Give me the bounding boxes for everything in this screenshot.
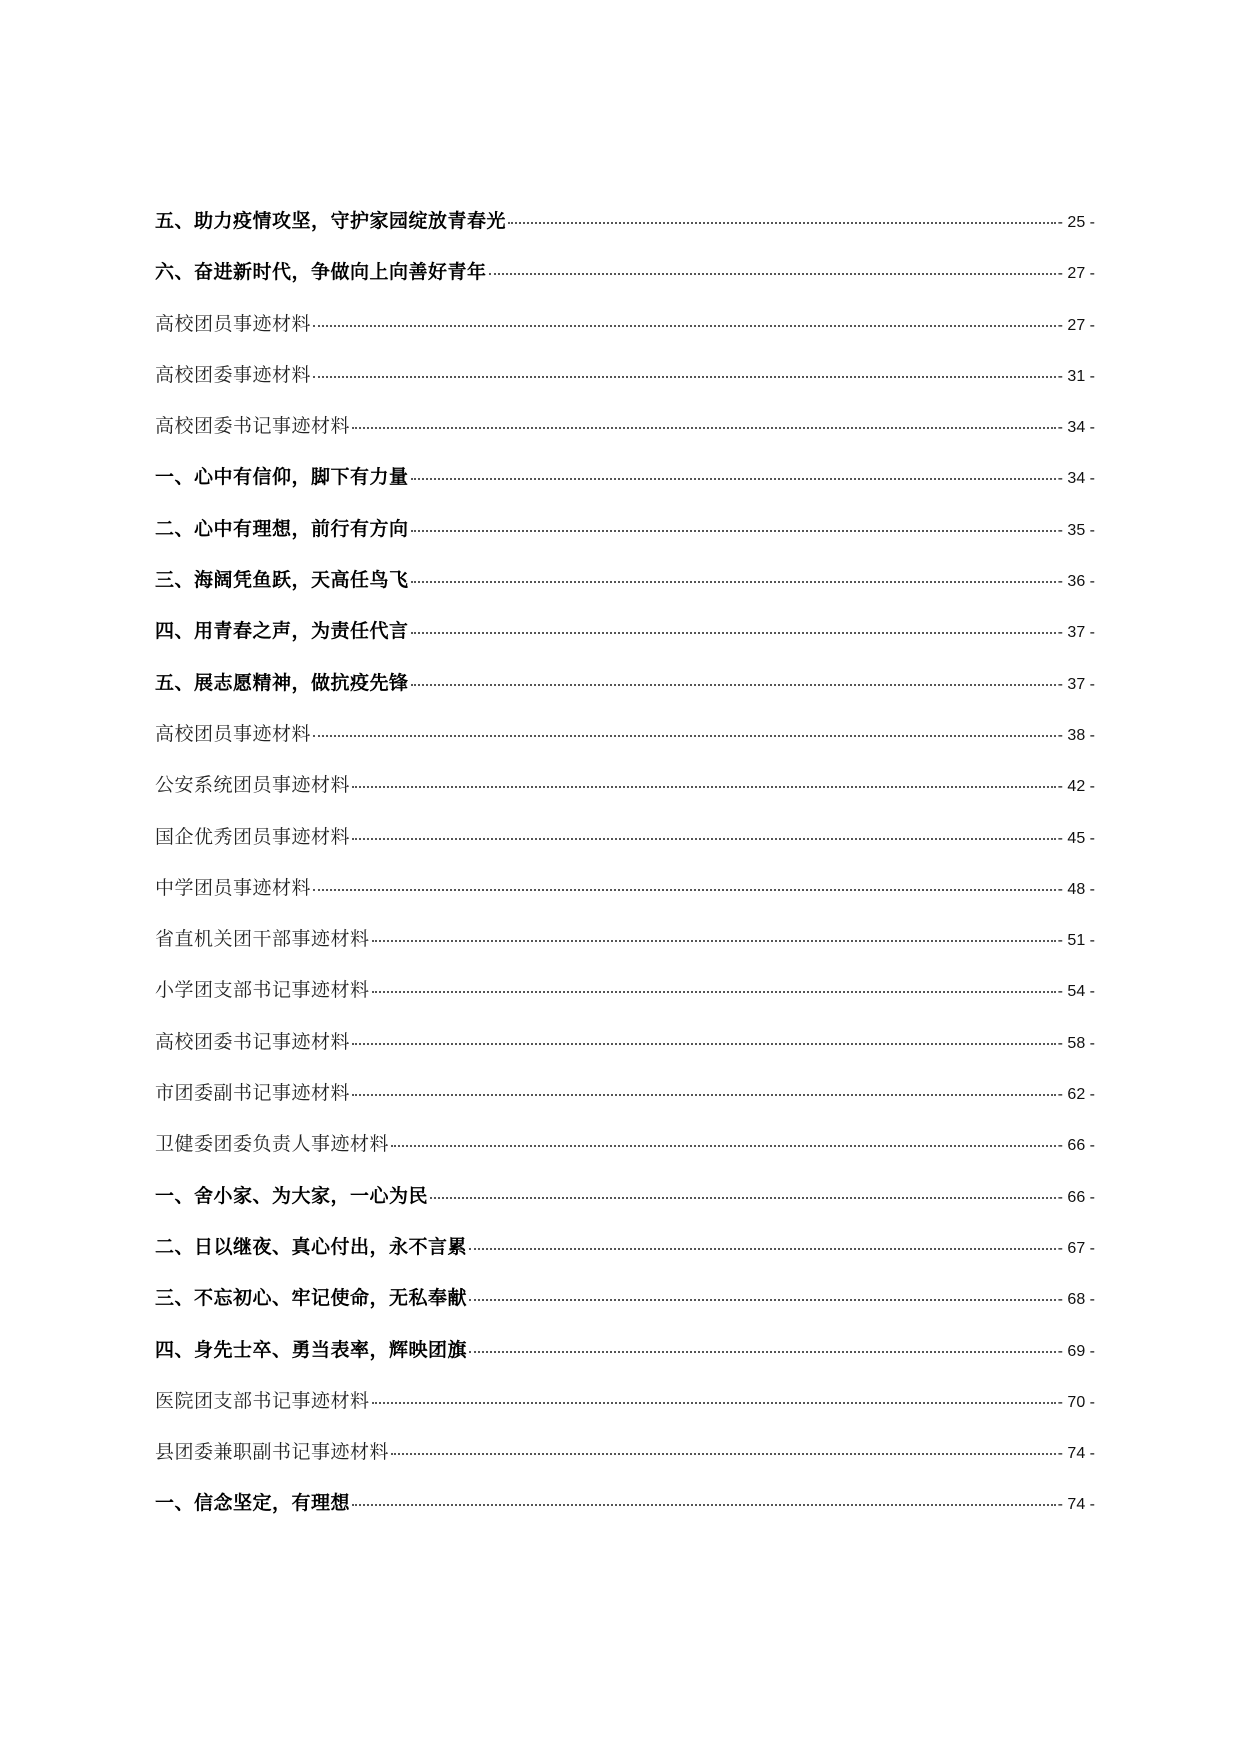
- toc-page-number: - 74 -: [1057, 1496, 1095, 1514]
- toc-page-number: - 74 -: [1057, 1445, 1095, 1463]
- toc-entry-title: 三、不忘初心、牢记使命，无私奉献: [155, 1287, 468, 1310]
- toc-page-number: - 58 -: [1057, 1034, 1095, 1052]
- toc-entry[interactable]: [155, 873, 1095, 924]
- toc-page-number: - 35 -: [1057, 521, 1095, 539]
- toc-entry-title: 一、信念坚定，有理想: [155, 1492, 351, 1515]
- toc-entry[interactable]: [155, 565, 1095, 616]
- toc-entry[interactable]: [155, 1129, 1095, 1180]
- dot-leader: [430, 1195, 1056, 1199]
- toc-entry-title: 一、心中有信仰，脚下有力量: [155, 466, 409, 489]
- toc-page-number: - 68 -: [1057, 1291, 1095, 1309]
- dot-leader: [469, 1246, 1056, 1250]
- toc-entry-title: 四、用青春之声，为责任代言: [155, 620, 409, 643]
- toc-entry-title: 国企优秀团员事迹材料: [155, 825, 351, 848]
- toc-page-number: - 69 -: [1057, 1342, 1095, 1360]
- toc-page-number: - 34 -: [1057, 419, 1095, 437]
- toc-entry-title: 高校团委书记事迹材料: [155, 415, 351, 438]
- toc-page-number: - 34 -: [1057, 470, 1095, 488]
- dot-leader: [313, 374, 1056, 378]
- toc-entry[interactable]: [155, 1232, 1095, 1283]
- toc-entry[interactable]: [155, 822, 1095, 873]
- toc-entry[interactable]: [155, 309, 1095, 360]
- toc-entry[interactable]: [155, 770, 1095, 821]
- toc-entry-title: 高校团员事迹材料: [155, 312, 312, 335]
- dot-leader: [391, 1451, 1056, 1455]
- toc-page-number: - 45 -: [1057, 829, 1095, 847]
- toc-entry[interactable]: [155, 257, 1095, 308]
- dot-leader: [372, 938, 1056, 942]
- toc-entry[interactable]: [155, 719, 1095, 770]
- toc-entry-title: 四、身先士卒、勇当表率，辉映团旗: [155, 1338, 468, 1361]
- toc-entry[interactable]: [155, 206, 1095, 257]
- toc-entry-title: 高校团委事迹材料: [155, 363, 312, 386]
- toc-entry-title: 卫健委团委负责人事迹材料: [155, 1133, 390, 1156]
- toc-entry-title: 市团委副书记事迹材料: [155, 1082, 351, 1105]
- dot-leader: [352, 836, 1056, 840]
- dot-leader: [411, 682, 1056, 686]
- dot-leader: [489, 271, 1056, 275]
- dot-leader: [313, 323, 1056, 327]
- toc-entry[interactable]: [155, 924, 1095, 975]
- dot-leader: [391, 1143, 1056, 1147]
- toc-page-number: - 25 -: [1057, 214, 1095, 231]
- toc-page-number: - 37 -: [1057, 624, 1095, 642]
- toc-entry-title: 县团委兼职副书记事迹材料: [155, 1441, 390, 1464]
- dot-leader: [352, 1092, 1056, 1096]
- dot-leader: [508, 220, 1056, 224]
- toc-entry-title: 二、心中有理想，前行有方向: [155, 517, 409, 540]
- toc-entry[interactable]: [155, 1181, 1095, 1232]
- toc-entry[interactable]: [155, 1335, 1095, 1386]
- toc-entry[interactable]: [155, 514, 1095, 565]
- toc-entry-title: 六、奋进新时代，争做向上向善好青年: [155, 261, 487, 284]
- toc-entry-title: 公安系统团员事迹材料: [155, 774, 351, 797]
- dot-leader: [372, 989, 1056, 993]
- toc-entry[interactable]: [155, 411, 1095, 462]
- toc-entry[interactable]: [155, 1283, 1095, 1334]
- toc-entry[interactable]: [155, 975, 1095, 1026]
- dot-leader: [313, 887, 1056, 891]
- toc-entry[interactable]: [155, 1386, 1095, 1437]
- toc-page-number: - 42 -: [1057, 778, 1095, 796]
- dot-leader: [352, 784, 1056, 788]
- toc-page-number: - 66 -: [1057, 1137, 1095, 1155]
- toc-entry-title: 二、日以继夜、真心付出，永不言累: [155, 1235, 468, 1258]
- toc-page-number: - 27 -: [1057, 316, 1095, 334]
- dot-leader: [411, 579, 1056, 583]
- toc-entry-title: 小学团支部书记事迹材料: [155, 979, 370, 1002]
- toc-page-number: - 54 -: [1057, 983, 1095, 1001]
- toc-page-number: - 66 -: [1057, 1188, 1095, 1206]
- dot-leader: [411, 528, 1056, 532]
- dot-leader: [411, 476, 1056, 480]
- toc-page-number: - 36 -: [1057, 573, 1095, 591]
- toc-entry[interactable]: [155, 1437, 1095, 1488]
- dot-leader: [313, 733, 1056, 737]
- dot-leader: [352, 425, 1056, 429]
- toc-entry[interactable]: [155, 616, 1095, 667]
- dot-leader: [469, 1297, 1056, 1301]
- toc-entry[interactable]: [155, 1027, 1095, 1078]
- toc-entry-title: 医院团支部书记事迹材料: [155, 1389, 370, 1412]
- toc-entry-title: 三、海阔凭鱼跃，天高任鸟飞: [155, 569, 409, 592]
- table-of-contents: [155, 206, 1095, 1540]
- dot-leader: [469, 1349, 1056, 1353]
- toc-entry-title: 高校团委书记事迹材料: [155, 1030, 351, 1053]
- toc-entry[interactable]: [155, 668, 1095, 719]
- toc-page-number: - 62 -: [1057, 1086, 1095, 1104]
- dot-leader: [372, 1400, 1056, 1404]
- toc-entry-title: 五、助力疫情攻坚，守护家园绽放青春光: [155, 210, 507, 232]
- dot-leader: [352, 1041, 1056, 1045]
- toc-page-number: - 67 -: [1057, 1239, 1095, 1257]
- toc-entry-title: 五、展志愿精神，做抗疫先锋: [155, 671, 409, 694]
- toc-entry-title: 一、舍小家、为大家，一心为民: [155, 1184, 429, 1207]
- toc-entry-title: 中学团员事迹材料: [155, 876, 312, 899]
- toc-entry-title: 高校团员事迹材料: [155, 722, 312, 745]
- toc-entry[interactable]: [155, 1078, 1095, 1129]
- dot-leader: [411, 630, 1056, 634]
- toc-entry-title: 省直机关团干部事迹材料: [155, 928, 370, 951]
- toc-page-number: - 38 -: [1057, 726, 1095, 744]
- toc-page-number: - 37 -: [1057, 675, 1095, 693]
- toc-entry[interactable]: [155, 1488, 1095, 1539]
- toc-page-number: - 31 -: [1057, 367, 1095, 385]
- toc-page-number: - 51 -: [1057, 932, 1095, 950]
- toc-entry[interactable]: [155, 462, 1095, 513]
- toc-page-number: - 48 -: [1057, 880, 1095, 898]
- toc-page-number: - 27 -: [1057, 265, 1095, 283]
- toc-page-number: - 70 -: [1057, 1393, 1095, 1411]
- toc-entry[interactable]: [155, 360, 1095, 411]
- dot-leader: [352, 1502, 1056, 1506]
